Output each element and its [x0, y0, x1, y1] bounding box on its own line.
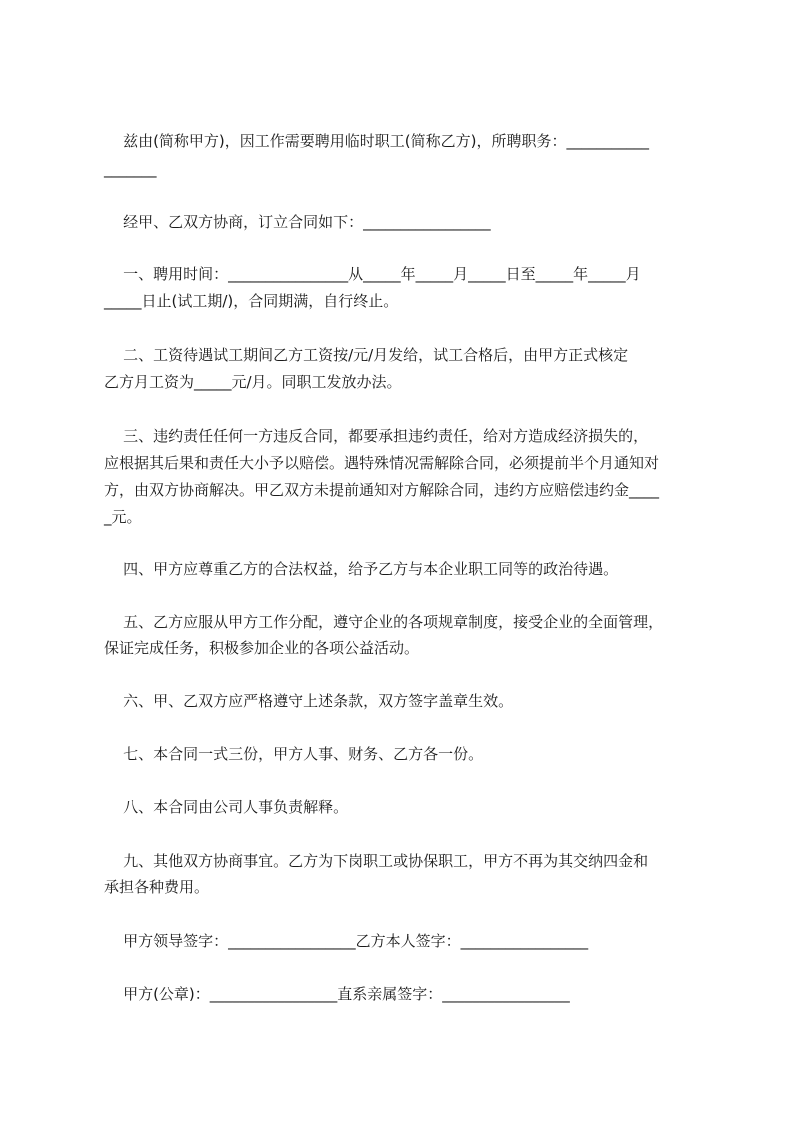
- signature-line-2: 甲方(公章)：_________________直系亲属签字：_________________: [104, 985, 570, 1003]
- clause-1-line-1: 一、聘用时间：________________从_____年_____月_____日至_____年_____月: [104, 265, 641, 283]
- clause-3-line-3: 方，由双方协商解决。甲乙双方未提前通知对方解除合同，违约方应赔偿违约金____: [104, 481, 660, 499]
- clause-8-line-1: 八、本合同由公司人事负责解释。: [104, 798, 349, 816]
- clause-5-line-2: 保证完成任务，积极参加企业的各项公益活动。: [104, 639, 420, 657]
- signature-line-1: 甲方领导签字：_________________乙方本人签字：_________________: [104, 932, 589, 950]
- clause-7-line-1: 七、本合同一式三份，甲方人事、财务、乙方各一份。: [104, 745, 484, 763]
- clause-1-line-2: _____日止(试工期/)，合同期满，自行终止。: [104, 292, 399, 310]
- clause-2-line-2: 乙方月工资为_____元/月。同职工发放办法。: [104, 373, 402, 391]
- intro-line-1: 兹由(简称甲方)，因工作需要聘用临时职工(简称乙方)，所聘职务：___________: [104, 132, 649, 150]
- clause-6-line-1: 六、甲、乙双方应严格遵守上述条款，双方签字盖章生效。: [104, 692, 514, 710]
- agreement-line-1: 经甲、乙双方协商，订立合同如下：_________________: [104, 213, 491, 231]
- clause-3-line-2: 应根据其后果和责任大小予以赔偿。遇特殊情况需解除合同，必须提前半个月通知对: [104, 454, 660, 472]
- clause-5-line-1: 五、乙方应服从甲方工作分配，遵守企业的各项规章制度，接受企业的全面管理，: [104, 613, 664, 631]
- clause-3-line-1: 三、违约责任任何一方违反合同，都要承担违约责任，给对方造成经济损失的，: [104, 427, 649, 445]
- clause-4-line-1: 四、甲方应尊重乙方的合法权益，给予乙方与本企业职工同等的政治待遇。: [104, 560, 619, 578]
- clause-3-line-4: _元。: [104, 508, 142, 526]
- clause-2-line-1: 二、工资待遇试工期间乙方工资按/元/月发给，试工合格后，由甲方正式核定: [104, 346, 629, 364]
- intro-line-2: _______: [104, 160, 157, 178]
- clause-9-line-1: 九、其他双方协商事宜。乙方为下岗职工或协保职工，甲方不再为其交纳四金和: [104, 852, 649, 870]
- clause-9-line-2: 承担各种费用。: [104, 878, 210, 896]
